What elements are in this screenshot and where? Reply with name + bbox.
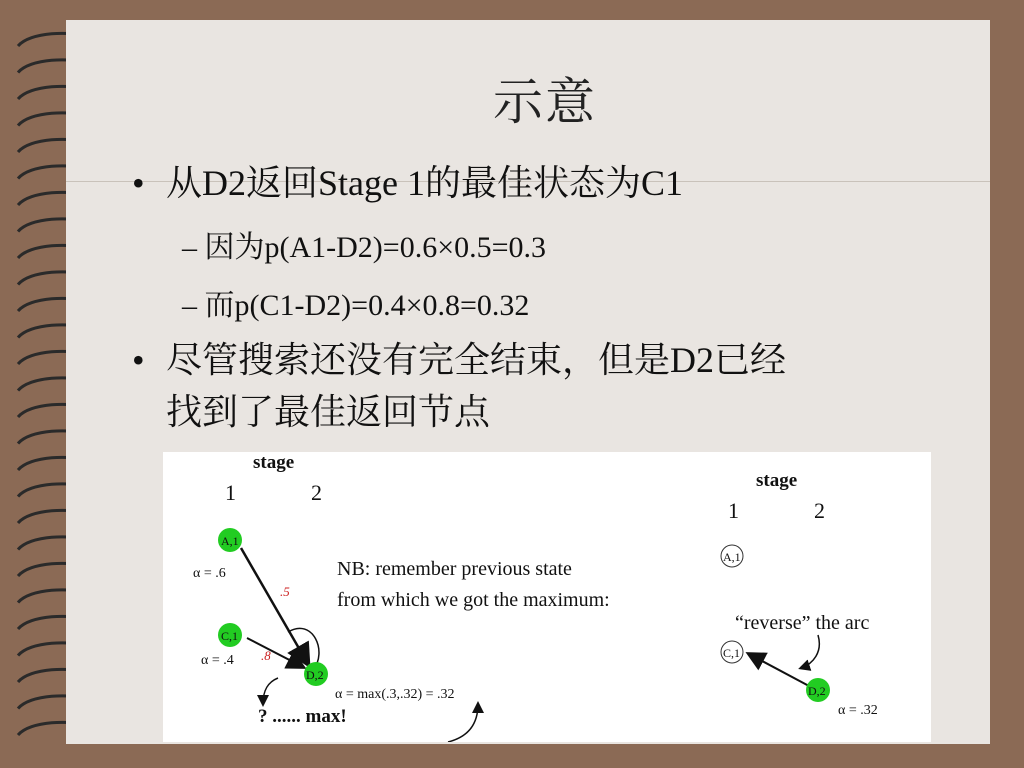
reverse-pointer-arrow: [801, 635, 819, 668]
bullet-glyph: •: [132, 163, 145, 203]
note-line-2: from which we got the maximum:: [337, 589, 610, 611]
alpha-pointer-arrow: [448, 704, 478, 742]
edge-a1-weight: .5: [280, 584, 290, 599]
max-pointer-arrow: [263, 678, 278, 704]
reversed-edge: [749, 654, 809, 686]
sub-item-1: – 因为p(A1-D2)=0.6×0.5=0.3: [182, 231, 547, 264]
alpha-c1: α = .4: [201, 653, 234, 668]
right-stage-2: 2: [814, 498, 825, 523]
sub-item-2: – 而p(C1-D2)=0.4×0.8=0.32: [182, 289, 530, 322]
edge-c1-weight: .8: [261, 648, 271, 663]
bullet-text-line-1: 尽管搜索还没有完全结束，但是D2已经: [166, 340, 786, 380]
bullet-item-2: [132, 334, 786, 438]
left-stage-2: 2: [311, 480, 322, 505]
reverse-note: “reverse” the arc: [735, 612, 870, 634]
right-stage-label: stage: [756, 470, 798, 491]
alpha-d2: α = max(.3,.32) = .32: [335, 687, 455, 702]
right-stage-1: 1: [728, 498, 739, 523]
bullet-text-line-2: 找到了最佳返回节点: [166, 392, 491, 432]
right-node-c1-label: C,1: [723, 646, 741, 660]
node-d2-label: D,2: [306, 668, 324, 682]
slide-title: 示意: [493, 74, 597, 130]
edge-a1-d2: [241, 548, 308, 664]
node-a1-label: A,1: [221, 534, 239, 548]
right-node-d2-label: D,2: [808, 684, 826, 698]
left-stage-1: 1: [225, 480, 236, 505]
bullet-text: 从D2返回Stage 1的最佳状态为C1: [166, 163, 683, 203]
bullet-item-1: [132, 157, 683, 209]
diagram-svg: [163, 452, 931, 742]
bullet-glyph: •: [132, 340, 145, 380]
right-node-a1-label: A,1: [723, 550, 741, 564]
note-line-1: NB: remember previous state: [337, 558, 572, 580]
search-diagram: [163, 452, 931, 742]
right-alpha-d2: α = .32: [838, 703, 878, 718]
node-c1-label: C,1: [221, 629, 239, 643]
left-stage-label: stage: [253, 452, 295, 473]
max-note: ? ...... max!: [258, 706, 347, 727]
alpha-a1: α = .6: [193, 566, 226, 581]
